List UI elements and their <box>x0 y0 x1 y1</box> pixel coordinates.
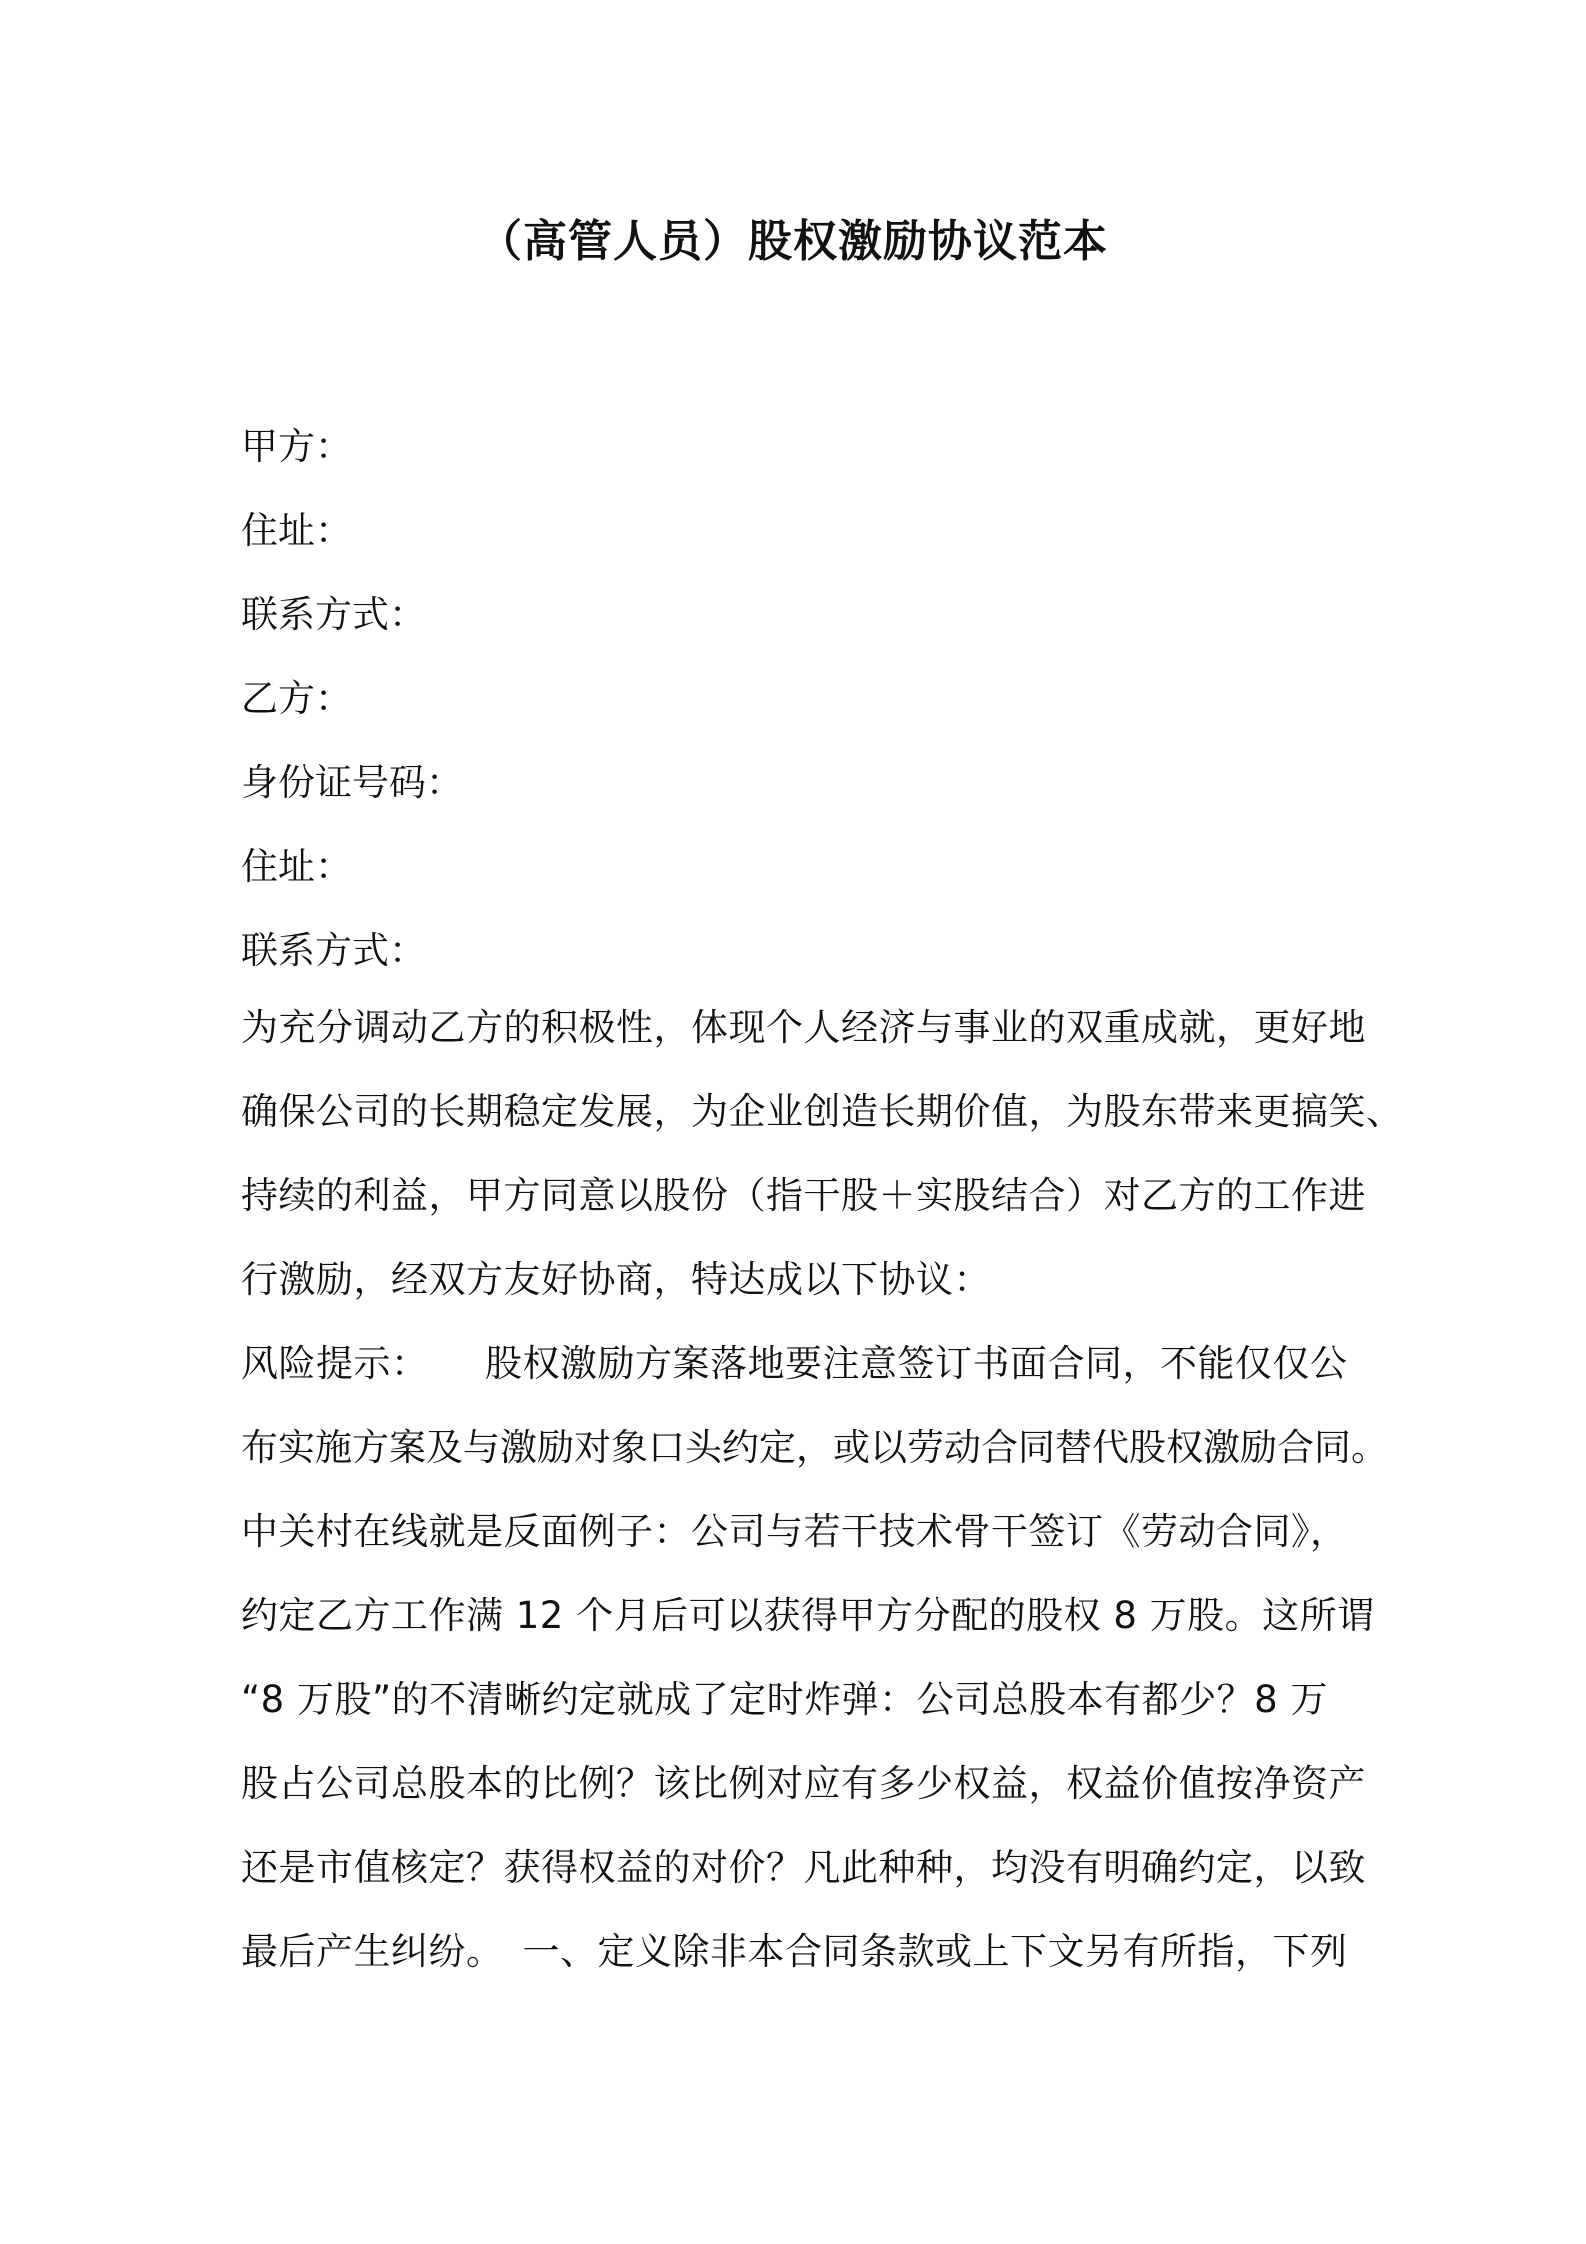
body-line: 持续的利益，甲方同意以股份（指干股＋实股结合）对乙方的工作进 <box>241 1174 1366 1217</box>
body-line: 为充分调动乙方的积极性，体现个人经济与事业的双重成就，更好地 <box>241 1006 1366 1049</box>
field-party-a: 甲方： <box>241 425 352 468</box>
party-fields <box>241 405 1361 993</box>
field-party-a-address: 住址： <box>241 509 352 552</box>
field-party-b-id-number: 身份证号码： <box>241 761 463 804</box>
body-line: 还是市值核定？获得权益的对价？凡此种种，均没有明确约定，以致 <box>241 1846 1366 1889</box>
field-party-a-contact: 联系方式： <box>241 593 426 636</box>
body-line: 布实施方案及与激励对象口头约定，或以劳动合同替代股权激励合同。 <box>241 1426 1388 1469</box>
body-line: 中关村在线就是反面例子：公司与若干技术骨干签订《劳动合同》， <box>241 1510 1348 1553</box>
field-party-b: 乙方： <box>241 677 352 720</box>
section-definition-line: 最后产生纠纷。 一、定义除非本合同条款或上下文另有所指，下列 <box>241 1930 1348 1973</box>
field-party-b-contact: 联系方式： <box>241 929 426 972</box>
body-line: 确保公司的长期稳定发展，为企业创造长期价值，为股东带来更搞笑、 <box>241 1090 1404 1133</box>
body-line: 约定乙方工作满 12 个月后可以获得甲方分配的股权 8 万股。这所谓 <box>241 1594 1375 1637</box>
document-title: （高管人员）股权激励协议范本 <box>478 216 1108 267</box>
body-line: “8 万股”的不清晰约定就成了定时炸弹：公司总股本有都少？8 万 <box>241 1678 1328 1721</box>
risk-warning-line: 风险提示： 股权激励方案落地要注意签订书面合同，不能仅仅公 <box>241 1342 1348 1385</box>
body-line: 股占公司总股本的比例？该比例对应有多少权益，权益价值按净资产 <box>241 1762 1366 1805</box>
field-party-b-address: 住址： <box>241 845 352 888</box>
body-paragraph <box>241 986 1404 1994</box>
body-line: 行激励，经双方友好协商，特达成以下协议： <box>241 1258 991 1301</box>
